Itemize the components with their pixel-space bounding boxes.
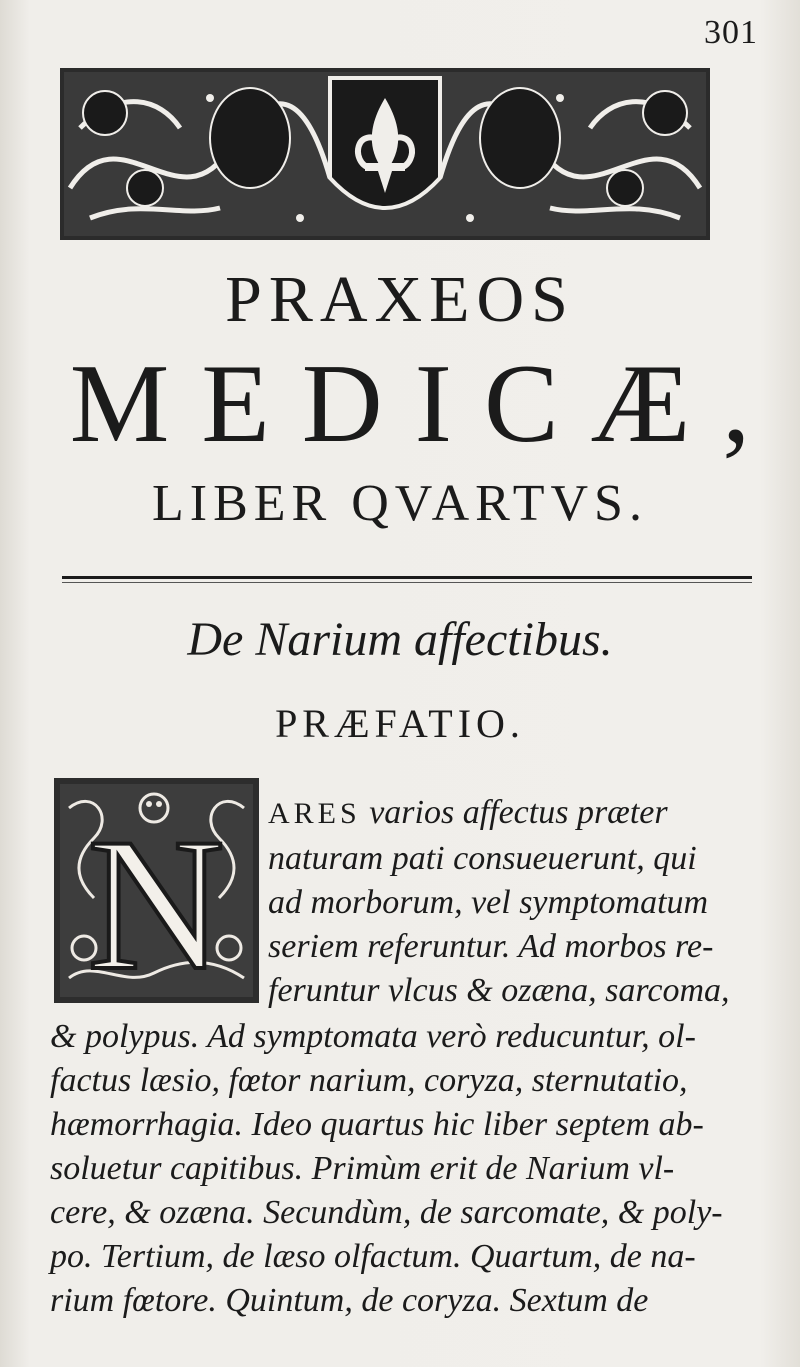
first-word-rest: ARES [268,797,361,830]
fleur-de-lis-ornament-icon [60,68,710,240]
title-line-medicae: MEDICÆ, [69,342,783,466]
title-line-liber-quartus: LIBER QVARTVS. [152,475,648,532]
paragraph-line-2: naturam pati consueuerunt, qui [268,840,697,877]
paragraph-line-5: feruntur vlcus & ozæna, sarcoma, [268,972,730,1009]
first-line-rest: varios affectus præter [360,794,668,831]
page-number: 301 [704,14,758,51]
paragraph-line-1 [268,796,668,830]
section-heading: PRÆFATIO. [275,701,525,746]
paragraph-line-3: ad morborum, vel symptomatum [268,884,709,921]
divider-rule [62,576,752,579]
paragraph-line-11: po. Tertium, de læso olfactum. Quartum, de na- [50,1238,696,1275]
title-line-praxeos: PRAXEOS [225,263,575,336]
ornamental-initial-n-icon [54,778,259,1003]
section-title: De Narium affectibus. [187,613,613,666]
paragraph-line-4: seriem referuntur. Ad morbos re- [268,928,714,965]
divider-rule-thin [62,582,752,583]
drop-cap-letter: N [87,800,225,1003]
paragraph-line-12: rium fœtore. Quintum, de coryza. Sextum de [50,1282,649,1319]
paragraph-line-6: & polypus. Ad symptomata verò reducuntur, ol- [50,1018,696,1055]
paragraph-line-9: soluetur capitibus. Primùm erit de Narium vl- [50,1150,675,1187]
paragraph-line-8: hæmorrhagia. Ideo quartus hic liber septem ab- [50,1106,704,1143]
paragraph-line-10: cere, & ozæna. Secundùm, de sarcomate, & poly- [50,1194,723,1231]
paragraph-line-7: factus læsio, fœtor narium, coryza, sternutatio, [50,1062,688,1099]
